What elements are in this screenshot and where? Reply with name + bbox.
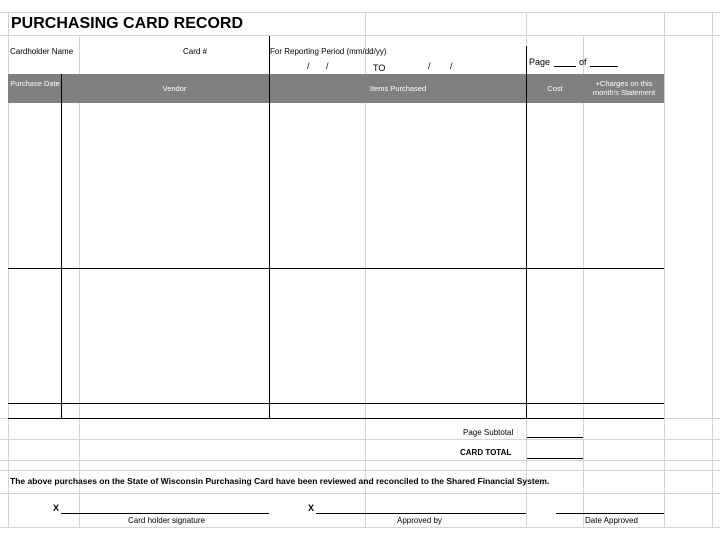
- to-label: TO: [373, 63, 386, 73]
- approved-by-label: Approved by: [397, 516, 442, 525]
- certification-statement: The above purchases on the State of Wisconsin Purchasing Card have been reviewed and reconciled to the Shared Financial System.: [10, 476, 550, 486]
- reporting-period-label: For Reporting Period (mm/dd/yy): [270, 47, 387, 56]
- signature-mark: X: [53, 503, 60, 513]
- card-total-label: CARD TOTAL: [460, 448, 512, 457]
- page-subtotal-label: Page Subtotal: [463, 428, 514, 437]
- approver-signature-line[interactable]: [316, 513, 526, 514]
- of-label: of: [579, 57, 587, 67]
- signature-mark: X: [308, 503, 315, 513]
- date-separator: /: [428, 61, 431, 71]
- card-number-label: Card #: [183, 47, 208, 56]
- date-separator: /: [326, 61, 329, 71]
- column-header-cost: Cost: [547, 84, 563, 93]
- page-number-field[interactable]: [554, 57, 576, 67]
- date-separator: /: [307, 61, 310, 71]
- page-label: Page: [529, 57, 551, 67]
- form-title: PURCHASING CARD RECORD: [11, 15, 244, 32]
- page-subtotal-field[interactable]: [527, 437, 583, 438]
- date-separator: /: [450, 61, 453, 71]
- page-count-field[interactable]: [590, 57, 618, 67]
- column-header-charges-statement: +Charges on this month's Statement: [592, 79, 656, 97]
- card-total-field[interactable]: [527, 458, 583, 459]
- cardholder-name-label: Cardholder Name: [10, 47, 74, 56]
- column-header-items-purchased: Items Purchased: [369, 84, 427, 93]
- column-header-vendor: Vendor: [162, 84, 187, 93]
- cardholder-signature-line[interactable]: [61, 513, 269, 514]
- date-approved-line[interactable]: [556, 513, 664, 514]
- cardholder-signature-label: Card holder signature: [128, 516, 205, 525]
- date-approved-label: Date Approved: [585, 516, 638, 525]
- column-header-purchase-date: Purchase Date: [10, 79, 60, 88]
